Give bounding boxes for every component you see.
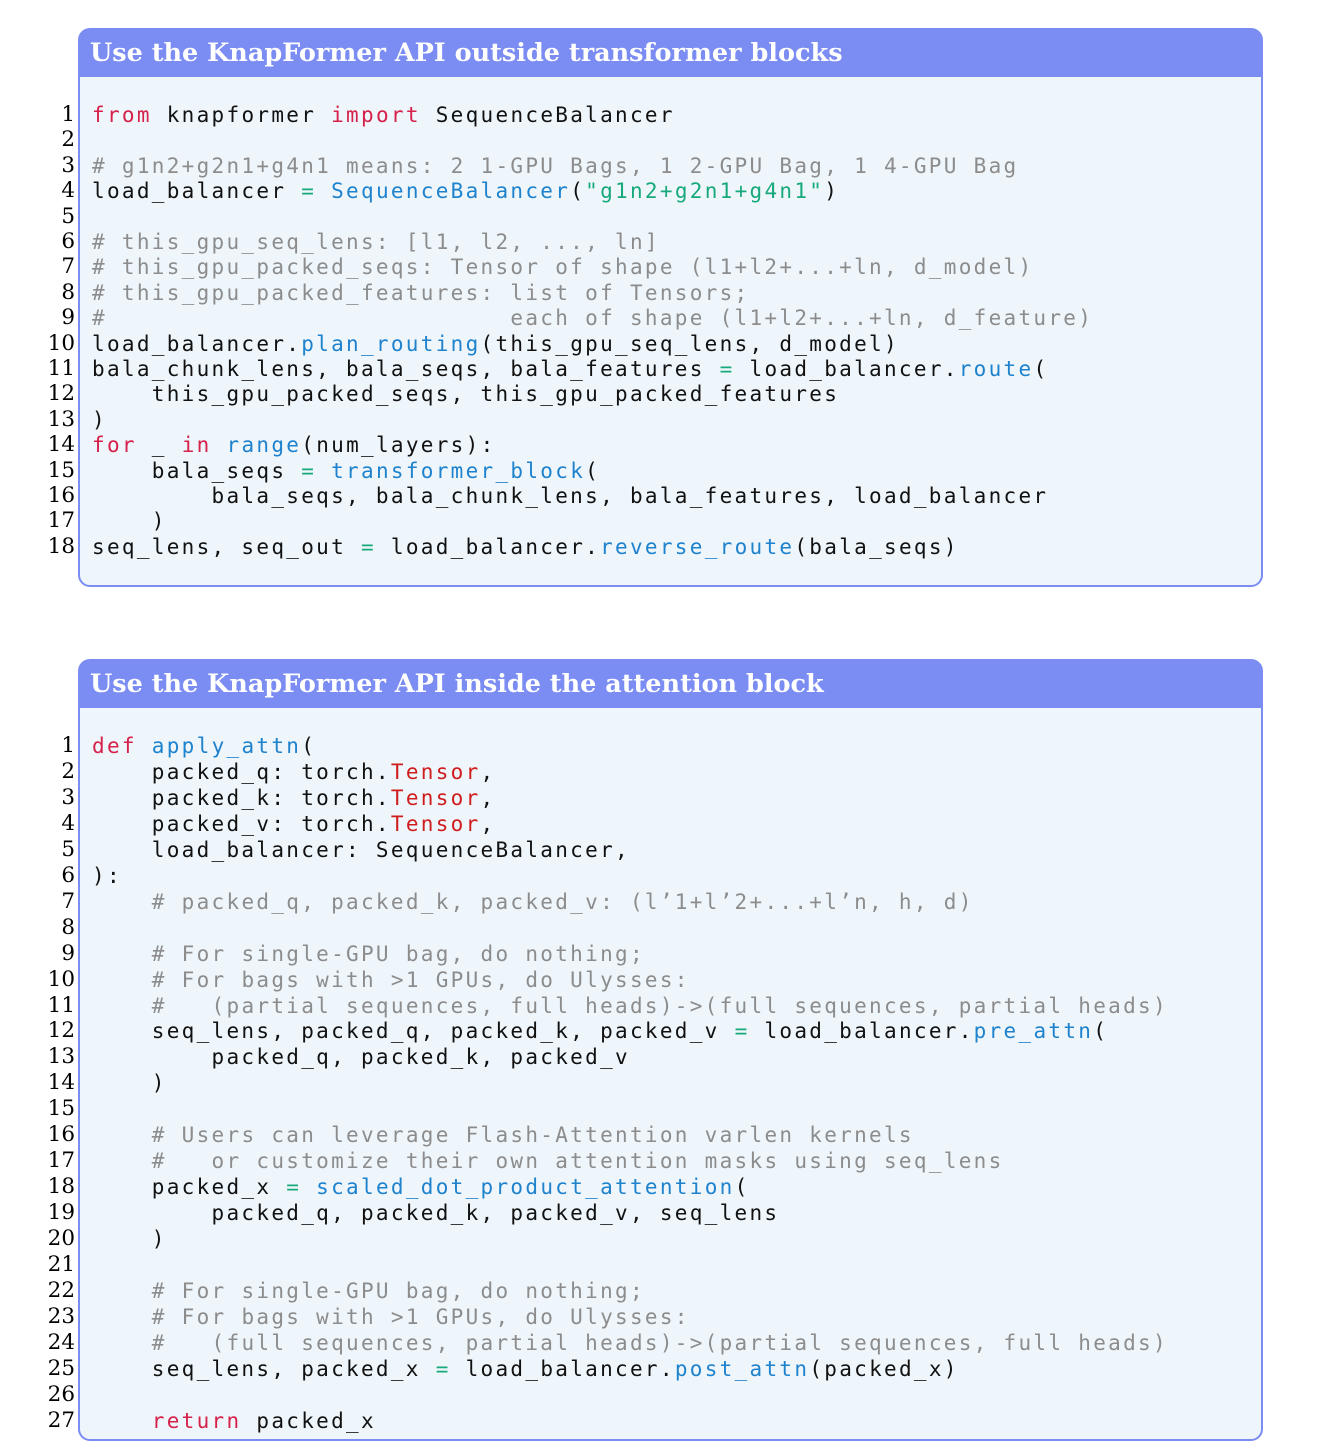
code-token: packed_q: torch.	[92, 759, 391, 784]
code-text	[92, 458, 600, 484]
code-line	[2, 1122, 914, 1148]
code-token: load_balancer	[92, 179, 302, 204]
code-line	[2, 534, 959, 560]
code-token: Tensor	[390, 811, 481, 836]
code-token: Tensor	[390, 759, 481, 784]
line-number: 2	[61, 758, 75, 784]
line-number: 7	[61, 888, 75, 914]
code-line	[2, 204, 92, 230]
code-text	[92, 1070, 167, 1096]
code-line	[2, 178, 839, 204]
code-token: packed_k: torch.	[92, 785, 391, 810]
code-text	[92, 254, 1033, 280]
code-listing-outside-blocks	[47, 28, 1263, 587]
code-token: (num_layers):	[301, 433, 496, 458]
code-text	[92, 837, 630, 863]
code-token: =	[734, 1019, 750, 1044]
code-token: load_balancer.	[450, 1356, 675, 1381]
line-number: 18	[47, 1174, 75, 1200]
code-token: apply_attn	[151, 734, 302, 758]
code-token: SequenceBalancer	[420, 103, 675, 127]
line-number: 3	[61, 152, 75, 178]
code-token: (	[1093, 1019, 1109, 1044]
line-number: 4	[61, 810, 75, 836]
line-number: 4	[61, 178, 75, 204]
code-token: )	[92, 407, 107, 432]
code-token: (	[734, 1175, 750, 1200]
code-token: Tensor	[390, 785, 481, 810]
code-line	[2, 458, 600, 484]
code-line	[2, 889, 974, 915]
code-line	[2, 1200, 779, 1226]
code-token	[92, 1331, 152, 1355]
code-line	[2, 1070, 167, 1096]
code-listing-inside-attention	[47, 659, 1263, 1441]
code-token: (packed_x)	[809, 1356, 959, 1381]
line-number: 17	[47, 508, 75, 534]
code-line	[2, 1408, 376, 1434]
code-token: bala_chunk_lens, bala_seqs, bala_features	[92, 357, 720, 381]
code-token: # For bags with >1 GPUs, do Ulysses:	[151, 1304, 690, 1329]
code-line	[2, 1148, 1004, 1174]
code-text	[92, 102, 675, 128]
code-line	[2, 1382, 92, 1408]
code-text	[92, 993, 1168, 1019]
code-line	[2, 759, 496, 785]
code-text	[92, 785, 496, 811]
code-token: plan_routing	[301, 331, 481, 356]
code-token: knapformer	[151, 103, 332, 127]
line-number: 1	[61, 102, 75, 127]
code-token: SequenceBalancer	[331, 179, 571, 204]
code-token: (this_gpu_seq_lens, d_model)	[480, 331, 899, 356]
code-line	[2, 254, 1033, 280]
code-line	[2, 102, 675, 128]
code-token: reverse_route	[600, 534, 795, 559]
code-line	[2, 153, 1018, 179]
code-text	[92, 941, 645, 967]
line-number: 9	[61, 940, 75, 966]
line-number: 10	[47, 966, 75, 992]
code-token: (	[1033, 357, 1049, 381]
code-line	[2, 1174, 750, 1200]
code-text	[92, 508, 167, 534]
line-number: 24	[47, 1329, 75, 1355]
code-token: # (full sequences, partial heads)->(partial sequences, full heads)	[151, 1330, 1168, 1355]
code-token: # this_gpu_packed_features: list of Tensors;	[92, 280, 750, 305]
line-number: 22	[47, 1277, 75, 1303]
line-number: 18	[47, 533, 75, 559]
code-text	[92, 1278, 645, 1304]
code-token: (	[585, 458, 601, 483]
code-token: =	[719, 357, 735, 381]
code-token	[92, 890, 152, 914]
code-token: ):	[92, 863, 122, 888]
code-token	[92, 968, 152, 992]
code-token	[301, 1175, 316, 1199]
line-number: 3	[61, 784, 75, 810]
code-token: bala_seqs	[92, 458, 302, 483]
line-number: 11	[47, 992, 75, 1018]
code-text	[92, 1408, 376, 1434]
code-token: =	[301, 458, 317, 483]
code-token: pre_attn	[973, 1019, 1094, 1044]
code-text	[92, 178, 839, 204]
code-token	[212, 433, 227, 457]
code-line	[2, 1252, 92, 1278]
code-text	[92, 483, 1048, 509]
code-token: ,	[480, 811, 496, 836]
code-token: )	[824, 179, 840, 204]
code-token: range	[226, 433, 302, 458]
code-token: scaled_dot_product_attention	[316, 1175, 735, 1200]
code-token: )	[92, 1071, 167, 1096]
code-line	[2, 733, 316, 759]
code-text	[92, 733, 316, 759]
code-line	[2, 229, 660, 255]
code-line	[2, 508, 167, 534]
code-line	[2, 811, 496, 837]
code-token: load_balancer.	[92, 331, 302, 356]
code-line	[2, 280, 750, 306]
code-token	[92, 1123, 152, 1147]
code-token: # (partial sequences, full heads)->(full sequences, partial heads)	[151, 993, 1168, 1018]
code-token: )	[92, 509, 167, 534]
code-token: # g1n2+g2n1+g4n1 means: 2 1-GPU Bags, 1 2-GPU Bag, 1 4-GPU Bag	[92, 153, 1019, 178]
code-text	[92, 811, 496, 837]
code-text	[92, 1148, 1004, 1174]
code-token: this_gpu_packed_seqs, this_gpu_packed_features	[92, 382, 840, 407]
code-text	[92, 1330, 1168, 1356]
code-line	[2, 1330, 1168, 1356]
code-token: bala_seqs, bala_chunk_lens, bala_features, load_balancer	[92, 484, 1049, 508]
code-line	[2, 483, 1048, 509]
code-token: transformer_block	[331, 458, 586, 483]
code-token: packed_x	[241, 1408, 376, 1433]
line-number: 20	[47, 1226, 75, 1252]
code-token: route	[958, 357, 1034, 381]
code-line	[2, 1278, 645, 1304]
code-token: _	[136, 433, 182, 458]
line-number: 11	[47, 356, 75, 381]
code-token	[92, 1149, 152, 1173]
line-number: 12	[47, 1018, 75, 1044]
code-token: packed_x	[92, 1175, 287, 1200]
code-text	[92, 229, 660, 255]
code-line	[2, 381, 839, 407]
code-token: =	[360, 534, 376, 559]
code-text	[92, 381, 839, 407]
line-number: 16	[47, 483, 75, 508]
code-token: # For single-GPU bag, do nothing;	[151, 1278, 645, 1303]
code-text	[92, 407, 107, 433]
code-line	[2, 356, 1048, 382]
code-line	[2, 993, 1168, 1019]
code-token: return	[151, 1408, 242, 1433]
line-number: 14	[47, 432, 75, 458]
code-line	[2, 1044, 630, 1070]
code-token: load_balancer.	[749, 1019, 974, 1044]
code-token	[92, 1279, 152, 1303]
code-token: load_balancer: SequenceBalancer,	[92, 837, 630, 862]
code-token: # this_gpu_seq_lens: [l1, l2, ..., ln]	[92, 230, 660, 254]
code-line	[2, 785, 496, 811]
code-token: # each of shape (l1+l2+...+ln, d_feature)	[92, 306, 1094, 331]
line-number: 8	[61, 914, 75, 940]
listing-title: Use the KnapFormer API inside the attention block	[80, 661, 1261, 708]
line-number: 25	[47, 1355, 75, 1381]
line-number: 2	[61, 127, 75, 153]
code-text	[92, 1304, 690, 1330]
code-token: # Users can leverage Flash-Attention varlen kernels	[151, 1123, 914, 1148]
line-number: 6	[61, 229, 75, 254]
code-token: from	[92, 103, 152, 127]
code-line	[2, 967, 690, 993]
code-line	[2, 1356, 959, 1382]
code-line	[2, 941, 645, 967]
line-number: 13	[47, 1044, 75, 1070]
code-token: ,	[480, 759, 496, 784]
code-token: # packed_q, packed_k, packed_v: (l’1+l’2+...+l’n, h, d)	[151, 889, 974, 914]
line-number: 17	[47, 1148, 75, 1174]
code-text	[92, 534, 959, 560]
code-text	[92, 1226, 167, 1252]
code-line	[2, 1018, 1108, 1044]
code-text	[92, 759, 496, 785]
line-number: 8	[61, 279, 75, 305]
code-token: =	[435, 1356, 451, 1381]
code-token: (	[301, 734, 317, 758]
code-token: load_balancer.	[375, 534, 601, 559]
code-token: seq_lens, packed_q, packed_k, packed_v	[92, 1019, 735, 1044]
code-text	[92, 889, 974, 915]
code-token: def	[92, 734, 137, 758]
code-text	[92, 331, 899, 357]
code-token: =	[286, 1175, 302, 1200]
code-token: )	[92, 1227, 167, 1252]
listing-title: Use the KnapFormer API outside transformer blocks	[80, 30, 1261, 77]
line-number: 7	[61, 254, 75, 280]
code-token: for	[92, 433, 137, 458]
code-text	[92, 967, 690, 993]
line-number: 15	[47, 1096, 75, 1122]
code-token	[316, 459, 331, 483]
code-line	[2, 915, 92, 941]
line-number: 9	[61, 305, 75, 331]
code-text	[92, 1356, 959, 1382]
code-line	[2, 407, 107, 433]
code-token: seq_lens, seq_out	[92, 534, 361, 559]
line-number: 27	[47, 1407, 75, 1433]
code-token: =	[301, 179, 317, 204]
line-number: 10	[47, 330, 75, 356]
code-token: # or customize their own attention masks using seq_lens	[151, 1149, 1004, 1174]
code-token	[316, 179, 331, 203]
code-token: post_attn	[674, 1356, 810, 1381]
code-line	[2, 837, 630, 863]
code-token: (	[570, 179, 586, 204]
line-number: 15	[47, 457, 75, 483]
code-token	[92, 942, 152, 966]
code-text	[92, 280, 750, 306]
code-line	[2, 127, 92, 153]
line-number: 19	[47, 1200, 75, 1226]
line-number: 1	[61, 733, 75, 758]
code-line	[2, 1096, 92, 1122]
code-token: packed_q, packed_k, packed_v	[92, 1045, 630, 1070]
code-line	[2, 331, 899, 357]
line-number: 14	[47, 1070, 75, 1096]
code-text	[92, 1200, 779, 1226]
code-line	[2, 1304, 690, 1330]
line-number: 6	[61, 862, 75, 888]
code-text	[92, 153, 1018, 179]
code-token: load_balancer.	[734, 357, 959, 381]
code-line	[2, 863, 122, 889]
code-token	[92, 1305, 152, 1329]
code-token: # this_gpu_packed_seqs: Tensor of shape (l1+l2+...+ln, d_model)	[92, 255, 1034, 280]
code-token: "g1n2+g2n1+g4n1"	[585, 179, 825, 204]
code-text	[92, 432, 496, 458]
code-text	[92, 863, 122, 889]
code-line	[2, 1226, 167, 1252]
code-token: import	[331, 103, 421, 127]
code-line	[2, 432, 496, 458]
line-number: 16	[47, 1122, 75, 1148]
line-number: 13	[47, 406, 75, 432]
line-number: 26	[47, 1381, 75, 1407]
line-number: 12	[47, 381, 75, 407]
code-token: packed_v: torch.	[92, 811, 391, 836]
code-text	[92, 1044, 630, 1070]
code-token	[92, 994, 152, 1018]
code-token: packed_q, packed_k, packed_v, seq_lens	[92, 1201, 780, 1226]
code-token: (bala_seqs)	[794, 534, 959, 559]
code-token: seq_lens, packed_x	[92, 1356, 436, 1381]
code-token: # For bags with >1 GPUs, do Ulysses:	[151, 967, 690, 992]
code-line	[2, 305, 1093, 331]
code-text	[92, 1174, 750, 1200]
line-number: 5	[61, 203, 75, 229]
code-text	[92, 356, 1048, 382]
line-number: 5	[61, 836, 75, 862]
code-token: ,	[480, 785, 496, 810]
code-token	[137, 734, 152, 758]
code-text	[92, 1122, 914, 1148]
line-number: 21	[47, 1252, 75, 1277]
line-number: 23	[47, 1303, 75, 1329]
code-token: # For single-GPU bag, do nothing;	[151, 941, 645, 966]
code-text	[92, 305, 1093, 331]
code-token: in	[181, 433, 212, 458]
code-text	[92, 1018, 1108, 1044]
code-token	[92, 1409, 152, 1433]
